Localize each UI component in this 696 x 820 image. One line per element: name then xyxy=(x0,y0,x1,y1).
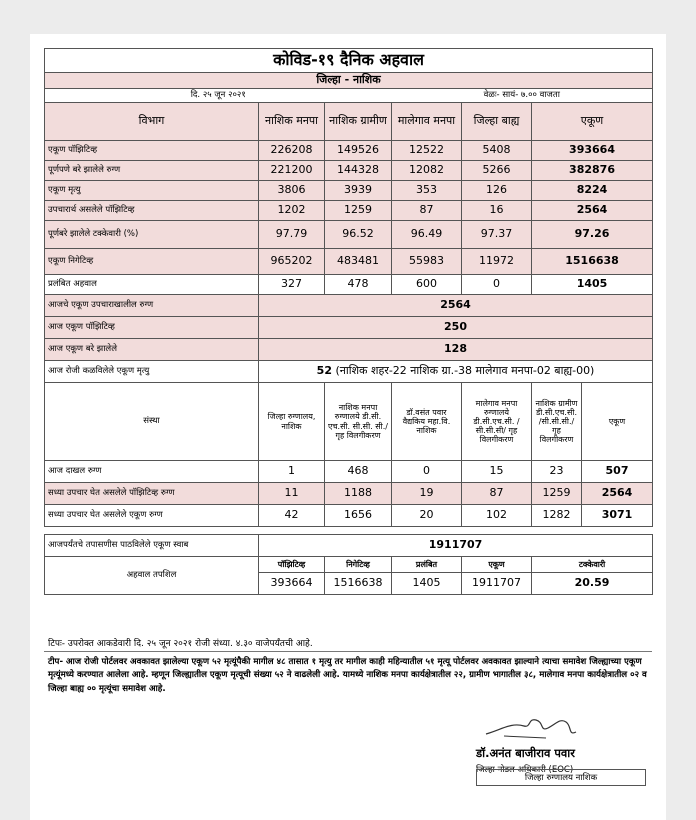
today-row-under-treatment xyxy=(45,295,653,317)
institution-row-total-patients xyxy=(45,505,653,527)
main-row-active xyxy=(45,201,653,221)
signatory-role: जिल्हा नोडल अधिकारी (EOC) xyxy=(476,765,574,775)
cell-value: 19 xyxy=(392,483,462,505)
header-department: विभाग xyxy=(45,103,259,141)
report-date: दि. २५ जून २०२१ xyxy=(45,89,392,103)
row-label: आजचे एकूण उपचाराखालील रुग्ण xyxy=(45,295,259,317)
cell-value: 0 xyxy=(392,461,462,483)
main-row-recovered xyxy=(45,161,653,181)
signatory-office: जिल्हा रुग्णालय नाशिक xyxy=(476,769,646,786)
cell-value: 0 xyxy=(462,275,532,295)
cell-value: 97.79 xyxy=(259,221,325,249)
header-institution: संस्था xyxy=(45,383,259,461)
institution-row-positive xyxy=(45,483,653,505)
header-malegaon-mnp: मालेगाव मनपा xyxy=(392,103,462,141)
cell-value: 55983 xyxy=(392,249,462,275)
row-label: आज दाखल रुग्ण xyxy=(45,461,259,483)
cell-value: 3806 xyxy=(259,181,325,201)
note-timestamp: टिपः- उपरोक्त आकडेवारी दि. २५ जून २०२१ रोजी संध्या. ४.३० वाजेपर्यंतची आहे. xyxy=(44,634,652,652)
row-label: आजपर्यंतचे तपासणीस पाठविलेले एकूण स्वाब xyxy=(45,535,259,557)
cell-value: 11972 xyxy=(462,249,532,275)
today-value: 128 xyxy=(259,339,653,361)
row-label: आज एकूण बरे झालेले xyxy=(45,339,259,361)
header-rural-hospitals: नाशिक ग्रामीण डी.सी.एच.सी. /सी.सी.सी./ गृह विलगीकरण xyxy=(532,383,582,461)
header-institution-total: एकूण xyxy=(582,383,653,461)
cell-value: 468 xyxy=(325,461,392,483)
main-row-deaths xyxy=(45,181,653,201)
report-page xyxy=(30,34,666,820)
row-label: एकूण मृत्यु xyxy=(45,181,259,201)
cell-value: 483481 xyxy=(325,249,392,275)
cell-value: 965202 xyxy=(259,249,325,275)
rc-header: एकूण xyxy=(462,557,532,573)
cell-total: 393664 xyxy=(532,141,653,161)
rc-header: निगेटिव्ह xyxy=(325,557,392,573)
cell-value: 1188 xyxy=(325,483,392,505)
cell-total: 97.26 xyxy=(532,221,653,249)
row-label: आज रोजी कळविलेले एकूण मृत्यु xyxy=(45,361,259,383)
covid-report-table xyxy=(44,48,653,595)
cell-value: 102 xyxy=(462,505,532,527)
row-label: एकूण पॉझिटिव्ह xyxy=(45,141,259,161)
today-value: 250 xyxy=(259,317,653,339)
rc-value: 1911707 xyxy=(462,573,532,595)
row-label: प्रलंबित अहवाल xyxy=(45,275,259,295)
report-time: वेळः- सायं- ७.०० वाजता xyxy=(392,89,653,103)
cell-total: 507 xyxy=(582,461,653,483)
institution-header-row xyxy=(45,383,653,461)
institution-row-admitted xyxy=(45,461,653,483)
header-nashik-mnp-hospitals: नाशिक मनपा रुग्णालये डी.सी. एच.सी. सी.सी. सी./ गृह विलगीकरण xyxy=(325,383,392,461)
signature-block xyxy=(476,712,636,775)
cell-total: 2564 xyxy=(582,483,653,505)
today-row-positive xyxy=(45,317,653,339)
cell-value: 149526 xyxy=(325,141,392,161)
cell-total: 382876 xyxy=(532,161,653,181)
header-total: एकूण xyxy=(532,103,653,141)
cell-value: 353 xyxy=(392,181,462,201)
district-title: जिल्हा - नाशिक xyxy=(45,73,653,89)
cell-value: 87 xyxy=(462,483,532,505)
cell-value: 15 xyxy=(462,461,532,483)
row-label: सध्या उपचार घेत असलेले पॉझिटिव्ह रुग्ण xyxy=(45,483,259,505)
cell-total: 2564 xyxy=(532,201,653,221)
cell-value: 5266 xyxy=(462,161,532,181)
deaths-today-count: 52 xyxy=(316,364,332,378)
cell-total: 1405 xyxy=(532,275,653,295)
cell-value: 327 xyxy=(259,275,325,295)
cell-value: 16 xyxy=(462,201,532,221)
cell-value: 20 xyxy=(392,505,462,527)
cell-value: 96.49 xyxy=(392,221,462,249)
main-row-negative xyxy=(45,249,653,275)
cell-value: 144328 xyxy=(325,161,392,181)
report-check-label: अहवाल तपशिल xyxy=(45,557,259,595)
row-label: सध्या उपचार घेत असलेले एकूण रुग्ण xyxy=(45,505,259,527)
rc-header: टक्केवारी xyxy=(532,557,653,573)
row-label: पूर्णबरे झालेले टक्केवारी (%) xyxy=(45,221,259,249)
rc-header: प्रलंबित xyxy=(392,557,462,573)
row-label: पूर्णपणे बरे झालेले रुग्ण xyxy=(45,161,259,181)
cell-value: 226208 xyxy=(259,141,325,161)
deaths-today-cell xyxy=(259,361,653,383)
header-out-district: जिल्हा बाह्य xyxy=(462,103,532,141)
cell-value: 126 xyxy=(462,181,532,201)
row-label: एकूण निगेटिव्ह xyxy=(45,249,259,275)
rc-value: 1516638 xyxy=(325,573,392,595)
cell-total: 8224 xyxy=(532,181,653,201)
cell-total: 1516638 xyxy=(532,249,653,275)
header-vasant-pawar: डॉ.वसंत पवार वैद्यकिय महा.वि. नाशिक xyxy=(392,383,462,461)
signature-scrawl xyxy=(476,712,596,742)
cell-value: 11 xyxy=(259,483,325,505)
spacer-row xyxy=(45,527,653,535)
cell-value: 12522 xyxy=(392,141,462,161)
rc-value: 393664 xyxy=(259,573,325,595)
cell-value: 97.37 xyxy=(462,221,532,249)
cell-value: 12082 xyxy=(392,161,462,181)
cell-value: 87 xyxy=(392,201,462,221)
cell-total: 3071 xyxy=(582,505,653,527)
signatory-name: डॉ.अनंत बाजीराव पवार xyxy=(476,746,575,760)
cell-value: 478 xyxy=(325,275,392,295)
report-check-header-row xyxy=(45,557,653,573)
header-district-hospital: जिल्हा रुग्णालय, नाशिक xyxy=(259,383,325,461)
row-label: आज एकूण पॉझिटिव्ह xyxy=(45,317,259,339)
cell-value: 3939 xyxy=(325,181,392,201)
main-row-recovery-rate xyxy=(45,221,653,249)
cell-value: 1259 xyxy=(325,201,392,221)
header-nashik-rural: नाशिक ग्रामीण xyxy=(325,103,392,141)
today-row-recovered xyxy=(45,339,653,361)
main-row-pending xyxy=(45,275,653,295)
cell-value: 1282 xyxy=(532,505,582,527)
header-malegaon-hospitals: मालेगाव मनपा रुग्णालये डी.सी.एच.सी. /सी.सी.सी/ गृह विलगीकरण xyxy=(462,383,532,461)
cell-value: 96.52 xyxy=(325,221,392,249)
header-nashik-mnp: नाशिक मनपा xyxy=(259,103,325,141)
cell-value: 23 xyxy=(532,461,582,483)
rc-value: 1405 xyxy=(392,573,462,595)
main-row-positive xyxy=(45,141,653,161)
report-title: कोविड-१९ दैनिक अहवाल xyxy=(45,49,653,73)
rc-header: पॉझिटिव्ह xyxy=(259,557,325,573)
cell-value: 1 xyxy=(259,461,325,483)
swabs-value: 1911707 xyxy=(259,535,653,557)
cell-value: 221200 xyxy=(259,161,325,181)
deaths-today-row xyxy=(45,361,653,383)
rc-percent: 20.59 xyxy=(532,573,653,595)
cell-value: 5408 xyxy=(462,141,532,161)
cell-value: 42 xyxy=(259,505,325,527)
row-label: उपचारार्थ असलेले पॉझिटिव्ह xyxy=(45,201,259,221)
note-deaths-explanation: टीप- आज रोजी पोर्टलवर अवकावत झालेल्या एकूण ५२ मृत्यूंपैकी मागील ४८ तासात १ मृत्यु तर मागील काही महिन्यातील ५१ मृत्यू पोर्टलवर अवकावत झाल्याने त्याचा समावेश जिल्ह्याच्या एकूण मृत्यूंमध्ये करण्यात आलेला आहे. म्हणून जिल्ह्यातील एकूण मृत्यूची संख्या ५२ ने वाढलेली आहे. यामध्ये नाशिक मनपा कार्यक्षेत्रातील २२, ग्रामीण भागातील ३८, मालेगाव मनपा कार्यक्षेत्रातील ०२ व जिल्हा बाह्य ०० मृत्यूंचा समावेश आहे. xyxy=(48,657,647,694)
today-value: 2564 xyxy=(259,295,653,317)
cell-value: 1259 xyxy=(532,483,582,505)
deaths-today-breakdown: (नाशिक शहर-22 नाशिक ग्रा.-38 मालेगाव मनपा-02 बाह्य-00) xyxy=(335,364,595,378)
cell-value: 600 xyxy=(392,275,462,295)
cell-value: 1656 xyxy=(325,505,392,527)
swabs-row xyxy=(45,535,653,557)
cell-value: 1202 xyxy=(259,201,325,221)
notes-section xyxy=(44,634,652,700)
